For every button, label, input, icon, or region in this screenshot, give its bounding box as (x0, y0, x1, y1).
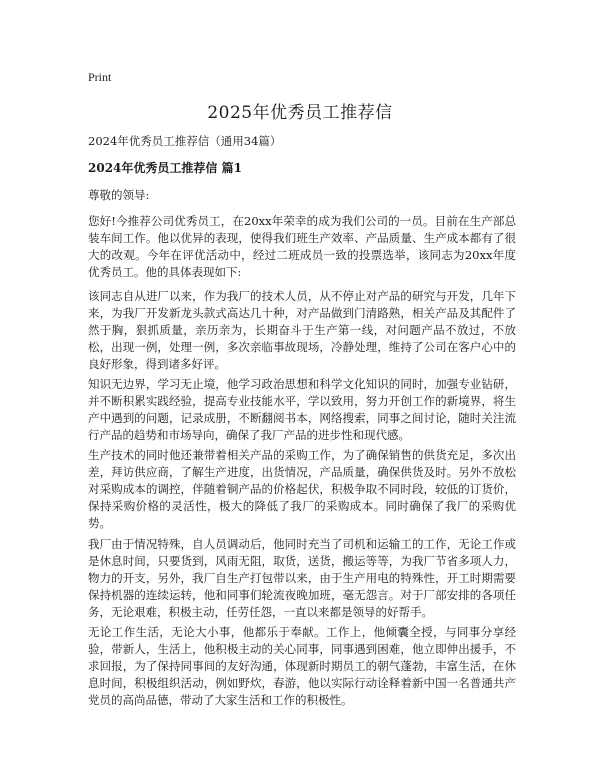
section-heading: 2024年优秀员工推荐信 篇1 (88, 161, 242, 175)
letter-greeting: 尊敬的领导: (88, 188, 150, 202)
document-subtitle: 2024年优秀员工推荐信（通用34篇） (88, 134, 282, 148)
body-paragraph: 知识无边界，学习无止境，他学习政治思想和科学文化知识的同时，加强专业钻研，并不断积累实践经验，提高专业技能水平，学以致用，努力开创工作的新境界，将生产中遇到的问题，记录成册，不断翻阅书本，网络搜索，同事之间讨论，随时关注流行产品的趋势和市场导向，确保了我厂产品的进步性和现代感。 (88, 377, 516, 442)
body-paragraph: 我厂由于情况特殊，自人员调动后，他同时充当了司机和运输工的工作，无论工作或是休息时间，只要货到，风雨无阻，取货，送货，搬运等等，为我厂节省多项人力，物力的开支，另外，我厂自生产打包带以来，由于生产用电的特殊性，开工时期需要保持机器的连续运转，他和同事们轮流夜晚加班，毫无怨言。对于厂部安排的各项任务，无论艰难，积极主动，任劳任怨，一直以来都是领导的好帮手。 (88, 537, 516, 619)
document-title: 2025年优秀员工推荐信 (207, 103, 393, 123)
body-paragraph: 生产技术的同时他还兼带着相关产品的采购工作，为了确保销售的供货充足，多次出差，拜访供应商，了解生产进度，出货情况，产品质量，确保供货及时。另外不放松对采购成本的调控，伴随着铜产品的价格起伏，积极争取不同时段，较低的订货价，保持采购价格的灵活性，极大的降低了我厂的采购成本。同时确保了我厂的采购优势。 (88, 448, 516, 530)
print-link[interactable]: Print (88, 70, 112, 84)
body-paragraph: 无论工作生活，无论大小事，他都乐于奉献。工作上，他倾囊全授，与同事分享经验，带新人，生活上，他积极主动的关心同事，同事遇到困难，他立即伸出援手，不求回报，为了保持同事间的友好沟通，体现新时期员工的朝气蓬勃，丰富生活，在休息时间，积极组织活动，例如野炊，春游，他以实际行动诠释着新中国一名普通共产党员的高尚品德，带动了大家生活和工作的积极性。 (88, 625, 516, 707)
body-paragraph: 您好!今推荐公司优秀员工，在20xx年荣幸的成为我们公司的一员。目前在生产部总装车间工作。他以优异的表现，使得我们班生产效率、产品质量、生产成本都有了很大的改观。今年在评优活动中，经过二班成员一致的投票选举，该同志为20xx年度优秀员工。他的具体表现如下: (88, 214, 516, 279)
body-paragraph: 该同志自从进厂以来，作为我厂的技术人员，从不停止对产品的研究与开发，几年下来，为我厂开发新龙头款式高达几十种，对产品做到门清路熟，相关产品及其配件了然于胸，狠抓质量，亲历亲为，长期奋斗于生产第一线，对问题产品不放过，不放松，出现一例，处理一例，多次亲临事故现场，冷静处理，维持了公司在客户心中的良好形象，得到诸多好评。 (88, 289, 516, 371)
